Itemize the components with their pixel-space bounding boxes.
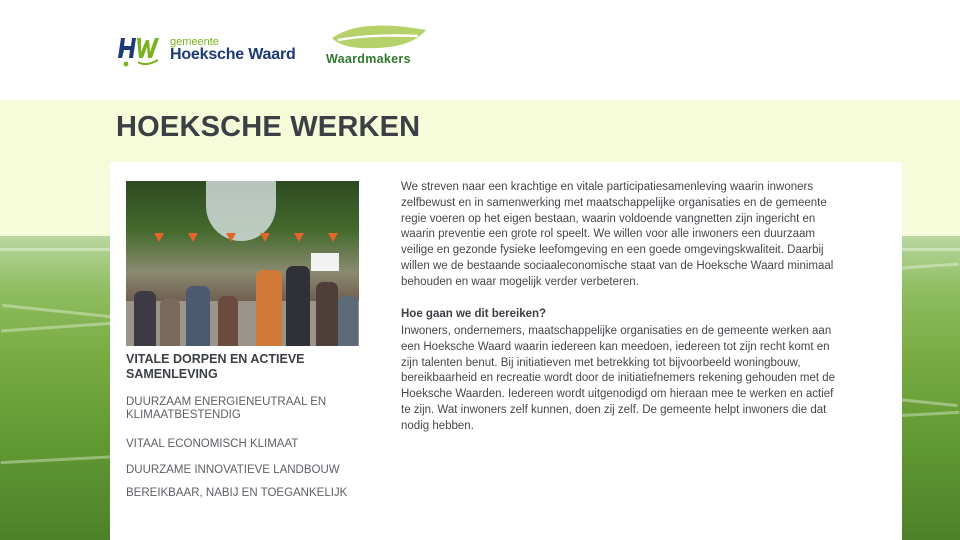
festival-crowd-photo: [126, 181, 359, 346]
municipality-small-text: gemeente: [170, 36, 219, 48]
content-card: [110, 162, 902, 540]
hw-logo-icon: [118, 34, 162, 68]
body-paragraph: Inwoners, ondernemers, maatschappelijke organisaties en de gemeente werken aan een Hoeksche Waard waarin iedereen kan meedoen, iedereen tot zijn recht komt en zijn talenten benut. Bij initiatieven met betrekking tot bijvoorbeeld woningbouw, bereikbaarheid en recreatie wordt door de initiatiefnemers rekening gehouden met de Hoeksche Waarden. Iedereen wordt uitgenodigd om hieraan mee te werken en actief te zijn. Wat inwoners zelf kunnen, doen zij zelf. De gemeente helpt inwoners die dat nodig hebben.: [401, 325, 836, 432]
waardmakers-logo[interactable]: [326, 24, 430, 70]
nav-link-energieneutraal[interactable]: DUURZAAM ENERGIENEUTRAAL EN KLIMAATBESTENDIG: [126, 396, 327, 421]
nav-link-economisch[interactable]: VITAAL ECONOMISCH KLIMAAT: [126, 438, 299, 450]
category-heading: VITALE DORPEN EN ACTIEVE SAMENLEVING: [126, 352, 305, 381]
section-subheading: Hoe gaan we dit bereiken?: [401, 308, 547, 320]
nav-link-bereikbaar[interactable]: BEREIKBAAR, NABIJ EN TOEGANKELIJK: [126, 487, 348, 499]
municipality-logo[interactable]: [118, 34, 296, 68]
nav-link-landbouw[interactable]: DUURZAME INNOVATIEVE LANDBOUW: [126, 464, 340, 476]
site-header: [0, 0, 960, 100]
waardmakers-wordmark: Waardmakers: [326, 52, 411, 66]
page-title: HOEKSCHE WERKEN: [116, 111, 421, 143]
municipality-name: Hoeksche Waard: [170, 46, 296, 63]
intro-paragraph: We streven naar een krachtige en vitale participatiesamenleving waarin inwoners zelfbewust en in samenwerking met maatschappelijke organisaties en de gemeente regie voeren op het eigen bestaan, waarin voldoende vangnetten zijn ingericht en waarin preventie een grote rol speelt. We willen voor alle inwoners een duurzaam veilige en gezonde fysieke leefomgeving en een goede omgevingskwaliteit. Daarbij willen we de bestaande sociaaleconomische staat van de Hoeksche Waard minimaal behouden en waar mogelijk verder verbeteren.: [401, 181, 834, 288]
leaf-logo-icon: [330, 24, 428, 50]
